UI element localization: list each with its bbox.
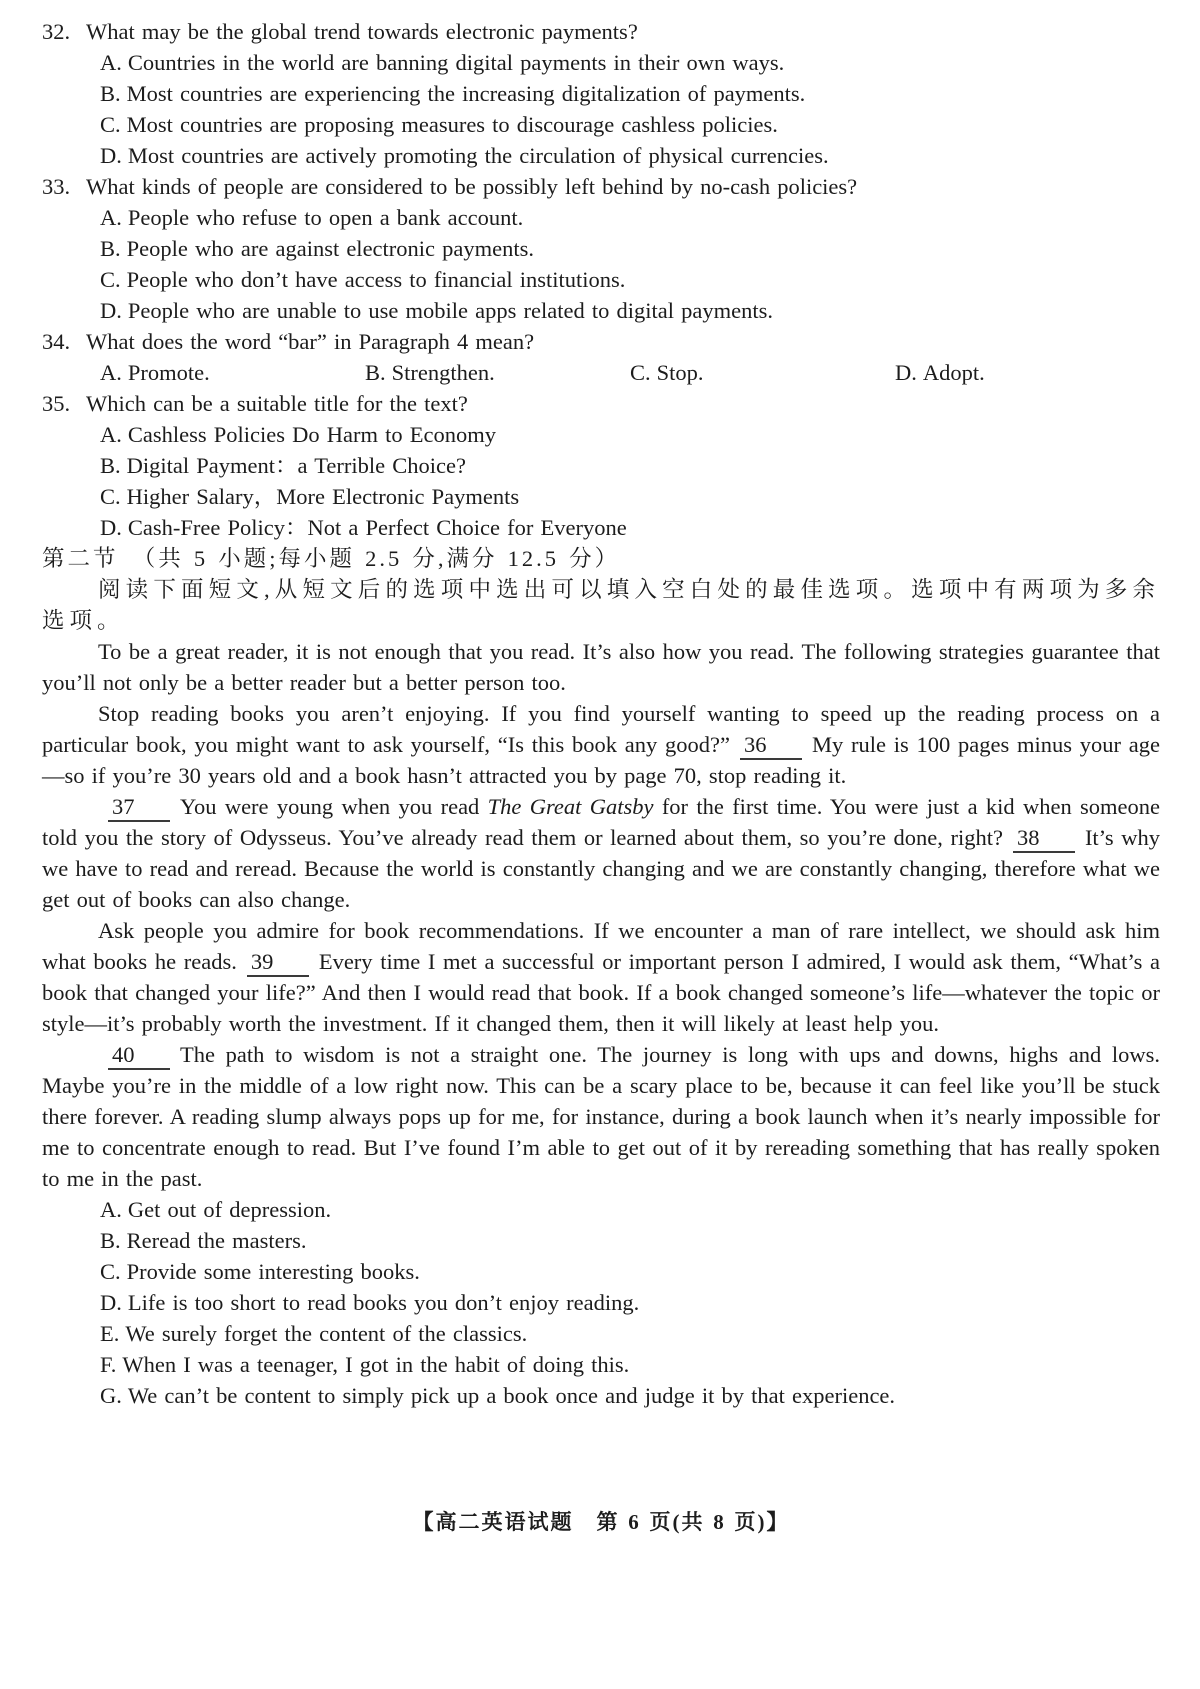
paragraph-text: The path to wisdom is not a straight one. The journey is long with ups and downs, highs and lows. Maybe you’re in the middle of a low right now. This can be a scary place to be, because it can feel like you’ll be stuck there forever. A reading slump always pops up for me, for instance, during a book launch when it’s nearly impossible for me to concentrate enough to read. But I’ve found I’m able to get out of it by rereading something that has really spoken to me in the past. [42,1042,1160,1191]
choice-row [42,1349,1160,1380]
option-text: Cash-Free Policy：Not a Perfect Choice for Everyone [127,515,627,540]
question-number: 34. [42,329,71,354]
section-heading: 第二节 （共 5 小题;每小题 2.5 分,满分 12.5 分） [42,546,621,571]
option-label: C. [100,112,121,137]
blank-40: 40 [108,1043,170,1070]
paragraph-text: Stop reading books you aren’t enjoying. If you find yourself wanting to speed up the reading process on a particular book, you might want to ask yourself, “Is this book any good?” [42,701,1160,757]
option-text: Most countries are actively promoting the circulation of physical currencies. [127,143,829,168]
option-label: D. [895,360,917,385]
question-block-35 [42,388,1160,543]
option-row [42,419,1160,450]
choice-row [42,1194,1160,1225]
choice-row [42,1380,1160,1411]
choice-label: C. [100,1259,121,1284]
paragraph-text: To be a great reader, it is not enough that you read. It’s also how you read. The following strategies guarantee that you’ll not only be a better reader but a better person too. [42,639,1160,695]
option-cell [365,357,630,388]
choice-text: We surely forget the content of the classics. [125,1321,528,1346]
paragraph-4 [42,915,1160,1039]
question-text: What kinds of people are considered to be possibly left behind by no-cash policies? [86,174,858,199]
book-title: The Great Gatsby [487,794,654,819]
option-label: A. [100,50,122,75]
option-row [42,481,1160,512]
blank-38: 38 [1013,826,1075,853]
question-number: 32. [42,19,71,44]
option-text: People who are unable to use mobile apps related to digital payments. [127,298,773,323]
choice-row [42,1256,1160,1287]
choice-label: G. [100,1383,122,1408]
option-text: Digital Payment：a Terrible Choice? [126,453,466,478]
question-line [42,171,1160,202]
option-row [42,78,1160,109]
option-row [42,512,1160,543]
choice-label: D. [100,1290,122,1315]
paragraph-text: It’s why we have to read and reread. Because the world is constantly changing and we are constantly changing, therefore what we get out of books can also change. [42,825,1161,912]
question-line [42,16,1160,47]
option-text: Higher Salary，More Electronic Payments [126,484,520,509]
question-text: What may be the global trend towards electronic payments? [86,19,638,44]
choice-label: F. [100,1352,117,1377]
page-footer: 【高二英语试题 第 6 页(共 8 页)】 [412,1510,790,1534]
option-label: B. [100,453,121,478]
question-number: 35. [42,391,71,416]
paragraph-text: Every time I met a successful or important person I admired, I would ask them, “What’s a book that changed your life?” And then I would read that book. If a book changed someone’s life—whatever the topic or style—it’s probably worth the investment. If it changed them, then it will likely at least help you. [42,949,1160,1036]
option-text: People who don’t have access to financial institutions. [126,267,626,292]
choice-row [42,1287,1160,1318]
choice-text: Reread the masters. [126,1228,307,1253]
choices-list [42,1194,1160,1411]
inline-options-row [42,357,1160,388]
option-row [42,295,1160,326]
question-text: Which can be a suitable title for the text? [86,391,468,416]
paragraph-text: for the first time. You were just a kid when someone told you the story of Odysseus. You’ve already read them or learned about them, so you’re done, right? [42,794,1161,850]
paragraph-text: My rule is 100 pages minus your age—so if you’re 30 years old and a book hasn’t attracted you by page 70, stop reading it. [42,732,1160,788]
choice-text: Get out of depression. [127,1197,332,1222]
option-text: Strengthen. [391,360,495,385]
option-label: D. [100,143,122,168]
choice-label: E. [100,1321,120,1346]
option-label: C. [630,360,651,385]
option-row [42,202,1160,233]
choice-row [42,1318,1160,1349]
option-row [42,47,1160,78]
option-label: A. [100,205,122,230]
option-label: A. [100,422,122,447]
option-text: People who are against electronic payments. [126,236,534,261]
question-number: 33. [42,174,71,199]
blank-36: 36 [740,733,802,760]
option-label: D. [100,298,122,323]
question-block-32 [42,16,1160,171]
option-label: B. [100,236,121,261]
option-label: C. [100,267,121,292]
paragraph-1 [42,636,1160,698]
option-label: B. [365,360,386,385]
option-text: People who refuse to open a bank account. [127,205,524,230]
paragraph-5 [42,1039,1160,1194]
question-block-33 [42,171,1160,326]
option-row [42,109,1160,140]
option-text: Cashless Policies Do Harm to Economy [127,422,496,447]
choice-text: Life is too short to read books you don’t enjoy reading. [127,1290,640,1315]
option-row [42,450,1160,481]
paragraph-text: Ask people you admire for book recommendations. If we encounter a man of rare intellect, we should ask him what books he reads. [42,918,1160,974]
paragraph-2 [42,698,1160,791]
option-text: Stop. [656,360,704,385]
option-label: D. [100,515,122,540]
option-cell [630,357,895,388]
paragraph-3 [42,791,1160,915]
option-row [42,233,1160,264]
option-cell [100,357,365,388]
choice-text: When I was a teenager, I got in the habit of doing this. [122,1352,630,1377]
option-text: Most countries are proposing measures to discourage cashless policies. [126,112,778,137]
section-instructions: 阅读下面短文,从短文后的选项中选出可以填入空白处的最佳选项。选项中有两项为多余选项。 [42,577,1160,633]
question-line [42,326,1160,357]
option-text: Adopt. [922,360,985,385]
section-2 [42,543,1160,1411]
option-label: A. [100,360,122,385]
option-cell [895,357,985,388]
option-text: Countries in the world are banning digital payments in their own ways. [127,50,785,75]
question-text: What does the word “bar” in Paragraph 4 mean? [86,329,535,354]
option-text: Promote. [127,360,210,385]
choice-text: Provide some interesting books. [126,1259,420,1284]
blank-37: 37 [108,795,170,822]
option-row [42,264,1160,295]
blank-39: 39 [247,950,309,977]
option-row [42,140,1160,171]
question-block-34 [42,326,1160,388]
option-label: B. [100,81,121,106]
choice-label: A. [100,1197,122,1222]
choice-row [42,1225,1160,1256]
choice-text: We can’t be content to simply pick up a book once and judge it by that experience. [127,1383,896,1408]
option-text: Most countries are experiencing the increasing digitalization of payments. [126,81,806,106]
choice-label: B. [100,1228,121,1253]
paragraph-text: You were young when you read [180,794,480,819]
question-line [42,388,1160,419]
option-label: C. [100,484,121,509]
